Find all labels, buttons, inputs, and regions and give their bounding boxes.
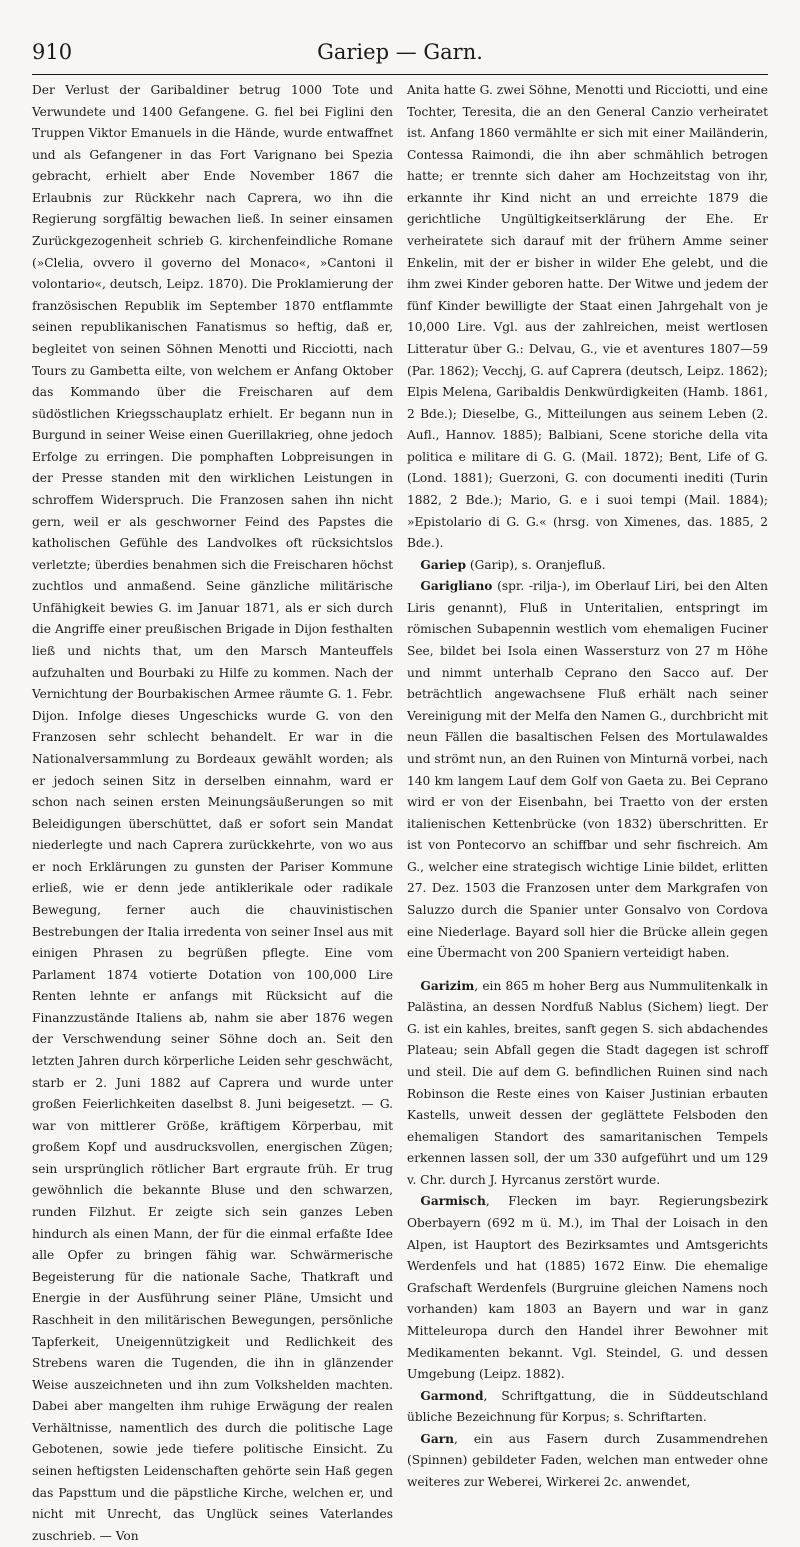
entry-garigliano: [407, 576, 768, 964]
page-header: [32, 38, 768, 75]
entry-garmond-text: , Schriftgattung, die in Süddeutschland übliche Bezeichnung für Korpus; s. Schriftarten.: [407, 1388, 768, 1425]
entry-garigliano-text: (spr. -rilja-), im Oberlauf Liri, bei den Alten Liris genannt), Fluß in Unteritalien, entspringt im römischen Subapennin westlich vom ehemaligen Fuciner See, bildet bei Isola einen Wassersturz von 27 m Höhe und nimmt unterhalb Ceprano den Sacco auf. Der beträchtlich angewachsene Fluß erhält nach seiner Vereinigung mit der Melfa den Namen G., durchbricht mit neun Fällen die basaltischen Felsen des Mortulawaldes und strömt nun, an den Ruinen von Minturnä vorbei, nach 140 km langem Lauf dem Golf von Gaeta zu. Bei Ceprano wird er von der Eisenbahn, bei Traetto von der ersten italienischen Kettenbrücke (von 1832) überschritten. Er ist von Pontecorvo an schiffbar und sehr fischreich. Am G., welcher eine strategisch wichtige Linie bildet, erlitten 27. Dez. 1503 die Franzosen unter dem Markgrafen von Saluzzo durch die Spanier unter Gonsalvo von Cordova eine Niederlage. Bayard soll hier die Brücke allein gegen eine Übermacht von 200 Spaniern verteidigt haben.: [407, 579, 768, 961]
garibaldi-conclusion: Anita hatte G. zwei Söhne, Menotti und Ricciotti, und eine Tochter, Teresita, die an den General Canzio verheiratet ist. Anfang 1860 vermählte er sich mit einer Mailänderin, Contessa Raimondi, die ihn aber schmählich betrogen hatte; er trennte sich daher am Hochzeitstag von ihr, erkannte ihr Kind nicht an und erreichte 1879 die gerichtliche Ungültigkeitserklärung der Ehe. Er verheiratete sich darauf mit der frühern Amme seiner Enkelin, mit der er bisher in wilder Ehe gelebt, und die ihm zwei Kinder geboren hatte. Der Witwe und jedem der fünf Kinder bewilligte der Staat einen Jahrgehalt von je 10,000 Lire. Vgl. aus der zahlreichen, meist wertlosen Litteratur über G.: Delvau, G., vie et aventures 1807—59 (Par. 1862); Vecchj, G. auf Caprera (deutsch, Leipz. 1862); Elpis Melena, Garibaldis Denkwürdigkeiten (Hamb. 1861, 2 Bde.); Dieselbe, G., Mitteilungen aus seinem Leben (2. Aufl., Hannov. 1885); Balbiani, Scene storiche della vita politica e militare di G. G. (Mail. 1872); Bent, Life of G. (Lond. 1881); Guerzoni, G. con documenti inediti (Turin 1882, 2 Bde.); Mario, G. e i suoi tempi (Mail. 1884); »Epistolario di G. G.« (hrsg. von Ximenes, das. 1885, 2 Bde.).: [407, 83, 768, 551]
entry-gariep-text: (Garip), s. Oranjefluß.: [466, 557, 606, 572]
entry-garn-text: , ein aus Fasern durch Zusammendrehen (Spinnen) gebildeter Faden, welchen man entweder ohne weiteres zur Weberei, Wirkerei 2c. anwendet,: [407, 1431, 768, 1489]
lemma-garmond: Garmond: [420, 1388, 484, 1403]
text-columns: [32, 80, 768, 1543]
entry-gariep: [407, 555, 768, 577]
left-column: [32, 80, 393, 1543]
entry-garn: [407, 1429, 768, 1494]
entry-garmisch-text: , Flecken im bayr. Regierungsbezirk Oberbayern (692 m ü. M.), im Thal der Loisach in den Alpen, ist Hauptort des Bezirksamtes und Amtsgerichts Werdenfels und hat (1885) 1672 Einw. Die ehemalige Grafschaft Werdenfels (Burgruine gleichen Namens noch vorhanden) kam 1803 an Bayern und war in ganz Mitteleuropa durch den Handel ihrer Bewohner mit Medikamenten bekannt. Vgl. Steindel, G. und dessen Umgebung (Leipz. 1882).: [407, 1194, 768, 1382]
lemma-garn: Garn: [420, 1431, 454, 1446]
lemma-gariep: Gariep: [420, 557, 467, 572]
lemma-garigliano: Garigliano: [420, 579, 493, 594]
right-column: [407, 80, 768, 1489]
entry-garmisch: [407, 1191, 768, 1385]
garibaldi-continuation: Der Verlust der Garibaldiner betrug 1000 Tote und Verwundete und 1400 Gefangene. G. fiel bei Figlini den Truppen Viktor Emanuels in die Hände, wurde entwaffnet und als Gefangener in das Fort Varignano bei Spezia gebracht, erhielt aber Ende November 1867 die Erlaubnis zur Rückkehr nach Caprera, wo ihn die Regierung sorgfältig bewachen ließ. In seiner einsamen Zurückgezogenheit schrieb G. kirchenfeindliche Romane (»Clelia, ovvero il governo del Monaco«, »Cantoni il volontario«, deutsch, Leipz. 1870). Die Proklamierung der französischen Republik im September 1870 entflammte seinen republikanischen Fanatismus so heftig, daß er, begleitet von seinen Söhnen Menotti und Ricciotti, nach Tours zu Gambetta eilte, von welchem er Anfang Oktober das Kommando über die Freischaren auf dem südöstlichen Kriegsschauplatz erhielt. Er begann nun in Burgund in seiner Weise einen Guerillakrieg, ohne jedoch Erfolge zu erringen. Die pomphaften Lobpreisungen in der Presse standen mit den wirklichen Leistungen in schroffem Widerspruch. Die Franzosen sahen ihn nicht gern, weil er als geschworner Feind des Papstes die katholischen Gefühle des Landvolkes oft rücksichtslos verletzte; überdies benahmen sich die Freischaren höchst zuchtlos und anmaßend. Seine gänzliche militärische Unfähigkeit bewies G. im Januar 1871, als er sich durch die Angriffe einer preußischen Brigade in Dijon festhalten ließ und nichts that, um den Marsch Manteuffels aufzuhalten und Bourbaki zu Hilfe zu kommen. Nach der Vernichtung der Bourbakischen Armee räumte G. 1. Febr. Dijon. Infolge dieses Ungeschicks wurde G. von den Franzosen sehr schlecht behandelt. Er war in die Nationalversammlung zu Bordeaux gewählt worden; als er jedoch seinen Sitz in derselben einnahm, ward er schon nach seinen ersten Meinungsäußerungen so mit Beleidigungen überschüttet, daß er sofort sein Mandat niederlegte und nach Caprera zurückkehrte, von wo aus er noch Erklärungen zu gunsten der Pariser Kommune erließ, wie er denn jede antiklerikale oder radikale Bewegung, ferner auch die chauvinistischen Bestrebungen der Italia irredenta von seiner Insel aus mit einigen Phrasen zu begrüßen pflegte. Eine vom Parlament 1874 votierte Dotation von 100,000 Lire Renten lehnte er anfangs mit Rücksicht auf die Finanzzustände Italiens ab, nahm sie aber 1876 wegen der Verschwendung seiner Söhne doch an. Seit den letzten Jahren durch körperliche Leiden sehr geschwächt, starb er 2. Juni 1882 auf Caprera und wurde unter großen Feierlichkeiten daselbst 8. Juni beigesetzt. — G. war von mittlerer Größe, kräftigem Körperbau, mit großem Kopf und ausdrucksvollen, energischen Zügen; sein ursprünglich rötlicher Bart ergraute früh. Er trug gewöhnlich die bekannte Bluse und den schwarzen, runden Filzhut. Er zeigte sich sein ganzes Leben hindurch als einen Mann, der für die einmal erfaßte Idee alle Opfer zu bringen fähig war. Schwärmerische Begeisterung für die nationale Sache, Thatkraft und Energie in der Ausführung seiner Pläne, Umsicht und Raschheit in den militärischen Bewegungen, persönliche Tapferkeit, Uneigennützigkeit und Redlichkeit des Strebens waren die Tugenden, die ihn in glänzender Weise auszeichneten und ihn zum Volkshelden machten. Dabei aber mangelten ihm ruhige Erwägung der realen Verhältnisse, namentlich des durch die politische Lage Gebotenen, sowie jede tiefere politische Einsicht. Zu seinen heftigsten Leidenschaften gehörte sein Haß gegen das Papsttum und die päpstliche Kirche, welchen er, und nicht mit Unrecht, das Unglück seines Vaterlandes zuschrieb. — Von: [32, 83, 393, 1543]
page-number: 910: [32, 40, 73, 64]
lemma-garizim: Garizim: [420, 978, 475, 993]
entry-garizim-text: , ein 865 m hoher Berg aus Nummulitenkalk in Palästina, an dessen Nordfuß Nablus (Sichem) liegt. Der G. ist ein kahles, breites, sanft gegen S. sich abdachendes Plateau; sein Abfall gegen die Stadt dagegen ist schroff und steil. Die auf dem G. befindlichen Ruinen sind nach Robinson die Reste eines von Kaiser Justinian erbauten Kastells, unweit dessen der geglättete Felsboden den ehemaligen Standort des samaritanischen Tempels erkennen lassen soll, der um 330 aufgeführt und um 129 v. Chr. durch J. Hyrcanus zerstört wurde.: [407, 978, 768, 1187]
entry-spacer: [407, 965, 768, 976]
running-head: Gariep — Garn.: [317, 40, 483, 64]
entry-garmond: [407, 1386, 768, 1429]
entry-garizim: [407, 976, 768, 1192]
lemma-garmisch: Garmisch: [420, 1194, 486, 1209]
